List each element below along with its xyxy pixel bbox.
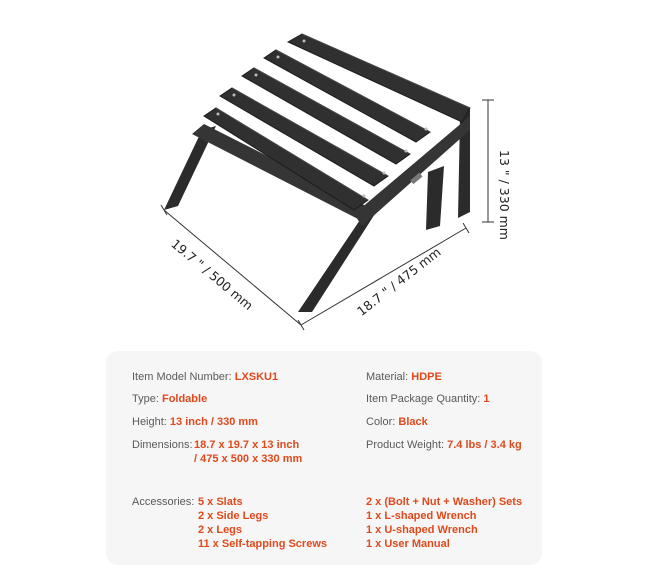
- spec-weight: [366, 439, 522, 451]
- spec-value: HDPE: [411, 371, 442, 383]
- spec-value: 1: [483, 393, 490, 405]
- height-dimension-label: 13 " / 330 mm: [497, 150, 512, 240]
- dimensions-inch: 18.7 x 19.7 x 13 inch: [194, 439, 300, 451]
- spec-label: Type:: [132, 393, 159, 405]
- spec-label: Color:: [366, 416, 396, 428]
- accessory-item: 2 x Legs: [198, 524, 243, 536]
- spec-value: 7.4 lbs / 3.4 kg: [447, 439, 522, 451]
- spec-height: [132, 416, 258, 428]
- depth-dimension-label: 18.7 " / 475 mm: [354, 244, 444, 319]
- width-dimension-label: 19.7 " / 500 mm: [168, 236, 257, 313]
- spec-model-number: [132, 371, 278, 383]
- accessory-item: 2 x Side Legs: [198, 510, 269, 522]
- accessories-col2: [366, 495, 522, 551]
- accessory-item: 1 x U-shaped Wrench: [366, 524, 478, 536]
- accessory-item: 1 x User Manual: [366, 538, 450, 550]
- ottoman-illustration: [92, 0, 558, 350]
- spec-package-quantity: [366, 393, 490, 405]
- spec-value: Foldable: [161, 393, 208, 405]
- spec-label: Accessories:: [132, 496, 195, 508]
- dimensions-mm: / 475 x 500 x 330 mm: [194, 453, 303, 465]
- spec-card: [106, 351, 542, 565]
- spec-label: Item Package Quantity:: [366, 393, 481, 405]
- accessory-item: 2 x (Bolt + Nut + Washer) Sets: [366, 496, 523, 508]
- spec-label: Height:: [132, 416, 167, 428]
- spec-label: Dimensions:: [132, 439, 193, 451]
- spec-dimensions: [132, 439, 193, 451]
- spec-material: [366, 371, 442, 383]
- spec-label: Product Weight:: [366, 439, 445, 451]
- spec-dimensions-value: [194, 438, 302, 466]
- accessory-item: 5 x Slats: [198, 496, 243, 508]
- spec-value: 13 inch / 330 mm: [169, 416, 258, 428]
- accessories-col1: [198, 495, 327, 551]
- spec-label: Material:: [366, 371, 409, 383]
- accessory-item: 1 x L-shaped Wrench: [366, 510, 477, 522]
- spec-value: Black: [398, 416, 428, 428]
- spec-color: [366, 416, 428, 428]
- spec-label: Item Model Number:: [132, 371, 232, 383]
- spec-type: [132, 393, 207, 405]
- spec-value: LXSKU1: [234, 371, 279, 383]
- accessory-item: 11 x Self-tapping Screws: [198, 538, 327, 550]
- accessories-label: [132, 496, 194, 508]
